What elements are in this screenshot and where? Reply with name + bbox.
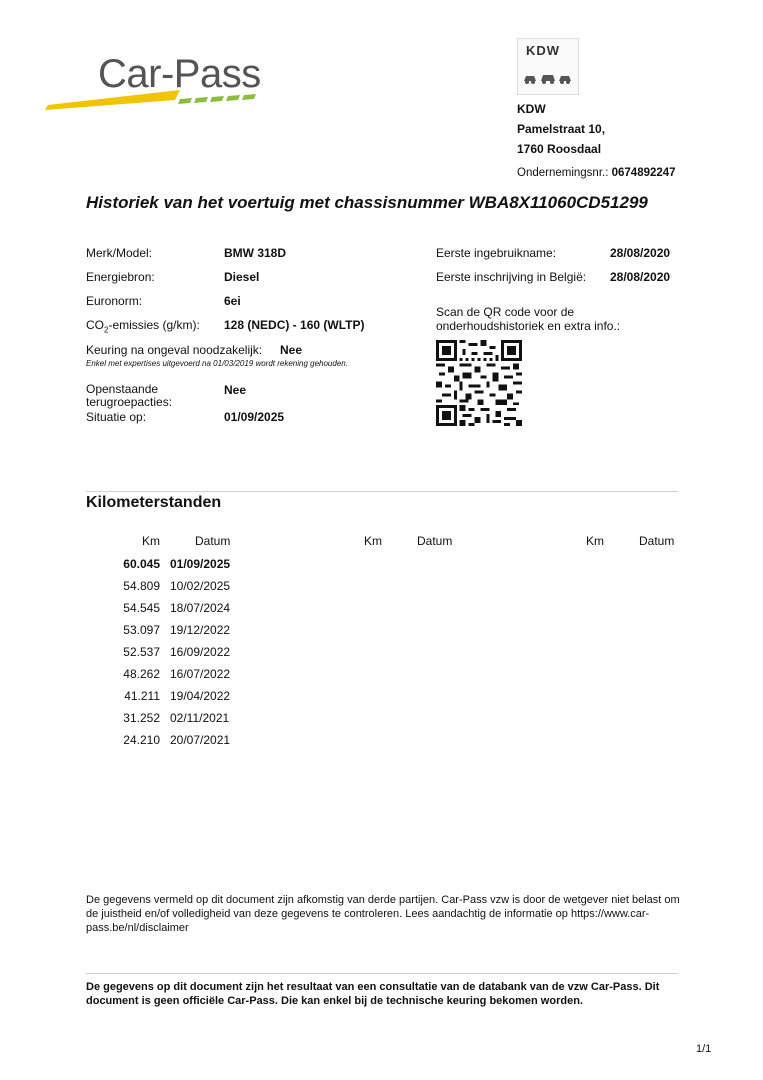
mileage-date: 19/04/2022: [170, 689, 231, 703]
company-number: [517, 167, 676, 179]
first-registration-label: Eerste inschrijving in België:: [436, 270, 587, 284]
mileage-km: 54.545: [123, 601, 160, 615]
mileage-km: 24.210: [123, 733, 160, 747]
col-header-km-1: Km: [142, 534, 160, 548]
fuel-value: Diesel: [224, 270, 260, 284]
qr-instruction: Scan de QR code voor de onderhoudshistoriek en extra info.:: [436, 305, 621, 333]
inspection-label: Keuring na ongeval noodzakelijk:: [86, 343, 263, 357]
mileage-date: 16/07/2022: [170, 667, 231, 681]
recalls-label: Openstaande terugroepacties:: [86, 382, 173, 409]
inspection-note: Enkel met expertises uitgevoerd na 01/03/2019 wordt rekening gehouden.: [86, 359, 348, 368]
qr-code-icon[interactable]: [436, 340, 522, 426]
footer-divider: [86, 973, 678, 974]
mileage-km: 52.537: [123, 645, 160, 659]
inspection-value: Nee: [280, 343, 303, 357]
dealer-name: KDW: [517, 102, 546, 116]
cars-icon: [522, 67, 574, 87]
mileage-km: 60.045: [123, 557, 160, 571]
mileage-date: 01/09/2025: [170, 557, 231, 571]
co2-value: 128 (NEDC) - 160 (WLTP): [224, 318, 365, 332]
fuel-label: Energiebron:: [86, 270, 155, 284]
mileage-date: 02/11/2021: [170, 711, 230, 725]
mileage-date: 10/02/2025: [170, 579, 231, 593]
company-number-label: Ondernemingsnr.:: [517, 167, 609, 179]
mileage-km: 54.809: [123, 579, 160, 593]
situation-value: 01/09/2025: [224, 410, 285, 424]
col-header-km-2: Km: [364, 534, 382, 548]
col-header-date-1: Datum: [195, 534, 231, 548]
mileage-section-title: Kilometerstanden: [86, 494, 222, 511]
col-header-km-3: Km: [586, 534, 604, 548]
mileage-date: 16/09/2022: [170, 645, 231, 659]
footer-note: De gegevens op dit document zijn het resultaat van een consultatie van de databank van de vzw Car-Pass. Dit document is geen officiële Car-Pass. Die kan enkel bij de technische keuring bekomen worden.: [86, 981, 660, 1007]
company-number-value: 0674892247: [611, 167, 676, 179]
co2-label: $CO_2$-emissies (g/km):: [86, 318, 200, 335]
dealer-logo-text: KDW: [526, 43, 561, 58]
col-header-date-3: Datum: [639, 534, 675, 548]
mileage-date: 18/07/2024: [170, 601, 231, 615]
mileage-km: 48.262: [123, 667, 160, 681]
disclaimer-text: De gegevens vermeld op dit document zijn afkomstig van derde partijen. Car-Pass vzw is door de wetgever niet belast om de juistheid en/of volledigheid van deze gegevens te controleren. Lees aandachtig de informatie op https://www.car-pass.be/nl/disclaimer: [86, 894, 680, 934]
document-title: Historiek van het voertuig met chassisnummer WBA8X11060CD51299: [86, 193, 648, 212]
mileage-date: 19/12/2022: [170, 623, 231, 637]
first-registration-value: 28/08/2020: [610, 270, 671, 284]
mileage-km: 41.211: [124, 689, 160, 703]
euronorm-value: 6ei: [224, 294, 241, 308]
car-pass-logo-text: Car-Pass: [98, 52, 261, 96]
brand-model-value: BMW 318D: [224, 246, 287, 260]
first-use-value: 28/08/2020: [610, 246, 671, 260]
first-use-label: Eerste ingebruikname:: [436, 246, 557, 260]
mileage-km: 53.097: [123, 623, 160, 637]
mileage-date: 20/07/2021: [170, 733, 231, 747]
situation-label: Situatie op:: [86, 410, 147, 424]
mileage-km: 31.252: [123, 711, 160, 725]
dealer-city: 1760 Roosdaal: [517, 142, 602, 156]
section-divider: [86, 491, 678, 492]
brand-model-label: Merk/Model:: [86, 246, 153, 260]
page-number: 1/1: [696, 1043, 712, 1055]
dealer-street: Pamelstraat 10,: [517, 122, 606, 136]
dealer-logo: [517, 38, 579, 95]
col-header-date-2: Datum: [417, 534, 453, 548]
recalls-value: Nee: [224, 383, 247, 397]
euronorm-label: Euronorm:: [86, 294, 143, 308]
